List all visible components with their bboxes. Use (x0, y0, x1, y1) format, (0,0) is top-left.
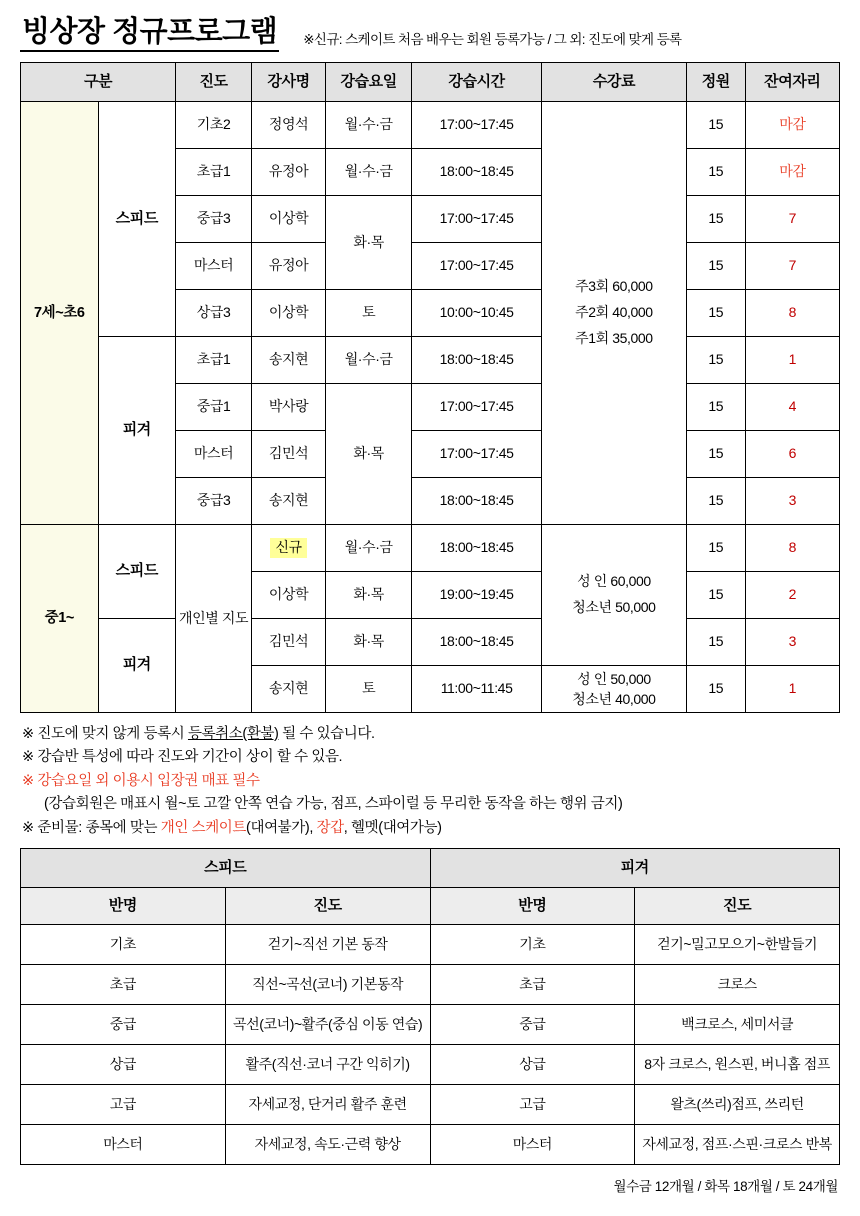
cell-seats-left: 3 (745, 478, 839, 525)
table-row (21, 337, 840, 384)
cell-discipline: 피겨 (98, 619, 176, 713)
cell-seats-left: 6 (745, 431, 839, 478)
cell-discipline: 스피드 (98, 525, 176, 619)
cell-fee (541, 525, 686, 666)
cell-capacity: 15 (686, 337, 745, 384)
progression-table-head (21, 849, 840, 925)
new-class-badge: 신규 (270, 538, 306, 558)
cell-time: 11:00~11:45 (412, 666, 542, 713)
cell-figure-progress: 자세교정, 점프·스핀·크로스 반복 (635, 1125, 840, 1165)
table-row (21, 619, 840, 666)
fee-line: 성 인 60,000 (577, 573, 651, 590)
cell-level: 기초2 (176, 102, 252, 149)
cell-discipline: 피겨 (98, 337, 176, 525)
schedule-table (20, 62, 840, 713)
column-header-fee: 수강료 (541, 63, 686, 102)
progression-col-figure-level: 진도 (635, 888, 840, 925)
cell-days: 화·목 (326, 619, 412, 666)
progression-row (21, 925, 840, 965)
column-header-capacity: 정원 (686, 63, 745, 102)
header-subtitle: ※신규: 스케이트 처음 배우는 회원 등록가능 / 그 외: 진도에 맞게 등록 (303, 32, 682, 47)
progression-subheader-row (21, 888, 840, 925)
note-1 (22, 723, 838, 746)
cell-figure-class-name: 고급 (430, 1085, 635, 1125)
cell-level-private: 개인별 지도 (176, 525, 252, 713)
note-segment: ※ 준비물: 종목에 맞는 (22, 819, 161, 836)
progression-col-speed-level: 진도 (225, 888, 430, 925)
cell-level: 중급3 (176, 196, 252, 243)
notes-section (20, 713, 840, 848)
cell-instructor: 정영석 (252, 102, 326, 149)
cell-time: 18:00~18:45 (412, 478, 542, 525)
column-header-days: 강습요일 (326, 63, 412, 102)
progression-col-figure-class: 반명 (430, 888, 635, 925)
fee-line: 성 인 50,000 (577, 670, 651, 687)
note-segment: (대여불가), (246, 819, 317, 836)
cell-speed-class-name: 초급 (21, 965, 226, 1005)
fee-line: 청소년 40,000 (572, 691, 656, 707)
cell-time: 17:00~17:45 (412, 196, 542, 243)
cell-figure-progress: 크로스 (635, 965, 840, 1005)
cell-days: 월·수·금 (326, 525, 412, 572)
note-segment: 등록취소(환불) (187, 726, 279, 742)
cell-capacity: 15 (686, 384, 745, 431)
cell-fee (541, 666, 686, 713)
page-title: 빙상장 정규프로그램 (20, 17, 279, 52)
cell-time: 18:00~18:45 (412, 525, 542, 572)
cell-capacity: 15 (686, 525, 745, 572)
fee-line: 청소년 50,000 (572, 599, 656, 615)
cell-age-group: 7세~초6 (21, 102, 99, 525)
table-header-row (21, 63, 840, 102)
cell-time: 17:00~17:45 (412, 102, 542, 149)
note-segment: (강습회원은 매표시 월~토 고깔 안쪽 연습 가능, 점프, 스파이럴 등 무리한 동작을 하는 행위 금지) (44, 796, 623, 813)
progression-row (21, 1005, 840, 1045)
note-3 (22, 770, 838, 793)
column-header-instructor: 강사명 (252, 63, 326, 102)
cell-speed-progress: 걷기~직선 기본 동작 (225, 925, 430, 965)
cell-days: 토 (326, 666, 412, 713)
cell-capacity: 15 (686, 572, 745, 619)
cell-capacity: 15 (686, 102, 745, 149)
cell-instructor (252, 525, 326, 572)
cell-instructor: 박사랑 (252, 384, 326, 431)
cell-time: 18:00~18:45 (412, 149, 542, 196)
column-header-level: 진도 (176, 63, 252, 102)
cell-instructor: 송지현 (252, 478, 326, 525)
cell-seats-closed: 마감 (745, 102, 839, 149)
cell-instructor: 송지현 (252, 337, 326, 384)
cell-instructor: 이상학 (252, 290, 326, 337)
cell-seats-left: 8 (745, 290, 839, 337)
cell-capacity: 15 (686, 243, 745, 290)
cell-figure-progress: 백크로스, 세미서클 (635, 1005, 840, 1045)
progression-discipline-row (21, 849, 840, 888)
cell-time: 10:00~10:45 (412, 290, 542, 337)
document-header (20, 0, 840, 62)
cell-figure-progress: 왈츠(쓰리)점프, 쓰리턴 (635, 1085, 840, 1125)
note-segment: 될 수 있습니다. (278, 726, 375, 742)
cell-days: 토 (326, 290, 412, 337)
note-segment: 개인 스케이트 (160, 819, 247, 836)
note-4 (22, 793, 838, 816)
cell-figure-class-name: 초급 (430, 965, 635, 1005)
note-segment: 장갑 (316, 819, 344, 836)
cell-days: 화·목 (326, 384, 412, 525)
cell-speed-class-name: 고급 (21, 1085, 226, 1125)
cell-instructor: 송지현 (252, 666, 326, 713)
cell-capacity: 15 (686, 619, 745, 666)
progression-row (21, 1045, 840, 1085)
cell-seats-left: 4 (745, 384, 839, 431)
cell-figure-progress: 걷기~밀고모으기~한발들기 (635, 925, 840, 965)
footer-note: 월수금 12개월 / 화목 18개월 / 토 24개월 (613, 1179, 838, 1195)
cell-instructor: 김민석 (252, 619, 326, 666)
cell-seats-left: 7 (745, 243, 839, 290)
progression-row (21, 965, 840, 1005)
cell-seats-left: 7 (745, 196, 839, 243)
cell-level: 상급3 (176, 290, 252, 337)
cell-instructor: 이상학 (252, 572, 326, 619)
cell-seats-left: 1 (745, 337, 839, 384)
cell-time: 18:00~18:45 (412, 619, 542, 666)
cell-level: 초급1 (176, 337, 252, 384)
note-segment: ※ 강습반 특성에 따라 진도와 기간이 상이 할 수 있음. (22, 749, 343, 766)
cell-time: 17:00~17:45 (412, 431, 542, 478)
cell-level: 중급1 (176, 384, 252, 431)
cell-speed-class-name: 상급 (21, 1045, 226, 1085)
column-header-group: 구분 (21, 63, 176, 102)
cell-speed-class-name: 기초 (21, 925, 226, 965)
note-segment: ※ 강습요일 외 이용시 입장권 매표 필수 (22, 772, 260, 789)
note-2 (22, 746, 838, 769)
cell-speed-class-name: 중급 (21, 1005, 226, 1045)
column-header-seats-left: 잔여자리 (745, 63, 839, 102)
cell-capacity: 15 (686, 149, 745, 196)
cell-speed-progress: 자세교정, 속도·근력 향상 (225, 1125, 430, 1165)
cell-seats-left: 3 (745, 619, 839, 666)
fee-line: 주1회 35,000 (575, 329, 653, 346)
cell-instructor: 김민석 (252, 431, 326, 478)
cell-instructor: 유정아 (252, 149, 326, 196)
cell-level: 초급1 (176, 149, 252, 196)
progression-row (21, 1085, 840, 1125)
cell-speed-progress: 자세교정, 단거리 활주 훈련 (225, 1085, 430, 1125)
cell-days: 화·목 (326, 572, 412, 619)
cell-figure-class-name: 기초 (430, 925, 635, 965)
note-segment: , 헬멧(대여가능) (343, 819, 442, 836)
cell-time: 19:00~19:45 (412, 572, 542, 619)
cell-instructor: 이상학 (252, 196, 326, 243)
cell-speed-progress: 곡선(코너)~활주(중심 이동 연습) (225, 1005, 430, 1045)
note-5 (22, 817, 838, 840)
column-header-time: 강습시간 (412, 63, 542, 102)
cell-days: 월·수·금 (326, 149, 412, 196)
cell-time: 17:00~17:45 (412, 243, 542, 290)
cell-days: 화·목 (326, 196, 412, 290)
cell-time: 18:00~18:45 (412, 337, 542, 384)
cell-time: 17:00~17:45 (412, 384, 542, 431)
progression-header-speed: 스피드 (21, 849, 431, 888)
schedule-table-head (21, 63, 840, 102)
cell-days: 월·수·금 (326, 337, 412, 384)
cell-age-group: 중1~ (21, 525, 99, 713)
cell-level: 마스터 (176, 431, 252, 478)
cell-speed-class-name: 마스터 (21, 1125, 226, 1165)
cell-figure-progress: 8자 크로스, 원스핀, 버니홉 점프 (635, 1045, 840, 1085)
fee-line: 주2회 40,000 (575, 304, 653, 321)
cell-instructor: 유정아 (252, 243, 326, 290)
cell-capacity: 15 (686, 196, 745, 243)
note-segment: ※ 진도에 맞지 않게 등록시 (22, 726, 188, 742)
progression-header-figure: 피겨 (430, 849, 840, 888)
cell-speed-progress: 활주(직선·코너 구간 익히기) (225, 1045, 430, 1085)
cell-capacity: 15 (686, 431, 745, 478)
progression-col-speed-class: 반명 (21, 888, 226, 925)
progression-row (21, 1125, 840, 1165)
cell-capacity: 15 (686, 666, 745, 713)
cell-figure-class-name: 중급 (430, 1005, 635, 1045)
cell-seats-closed: 마감 (745, 149, 839, 196)
cell-level: 중급3 (176, 478, 252, 525)
cell-seats-left: 2 (745, 572, 839, 619)
progression-table (20, 848, 840, 1165)
fee-line: 주3회 60,000 (575, 278, 653, 295)
cell-capacity: 15 (686, 290, 745, 337)
cell-speed-progress: 직선~곡선(코너) 기본동작 (225, 965, 430, 1005)
cell-figure-class-name: 마스터 (430, 1125, 635, 1165)
table-row (21, 525, 840, 572)
cell-discipline: 스피드 (98, 102, 176, 337)
cell-level: 마스터 (176, 243, 252, 290)
cell-figure-class-name: 상급 (430, 1045, 635, 1085)
cell-seats-left: 1 (745, 666, 839, 713)
cell-days: 월·수·금 (326, 102, 412, 149)
cell-fee (541, 102, 686, 525)
schedule-table-body (21, 102, 840, 713)
progression-table-body (21, 925, 840, 1165)
cell-capacity: 15 (686, 478, 745, 525)
table-row (21, 102, 840, 149)
cell-seats-left: 8 (745, 525, 839, 572)
